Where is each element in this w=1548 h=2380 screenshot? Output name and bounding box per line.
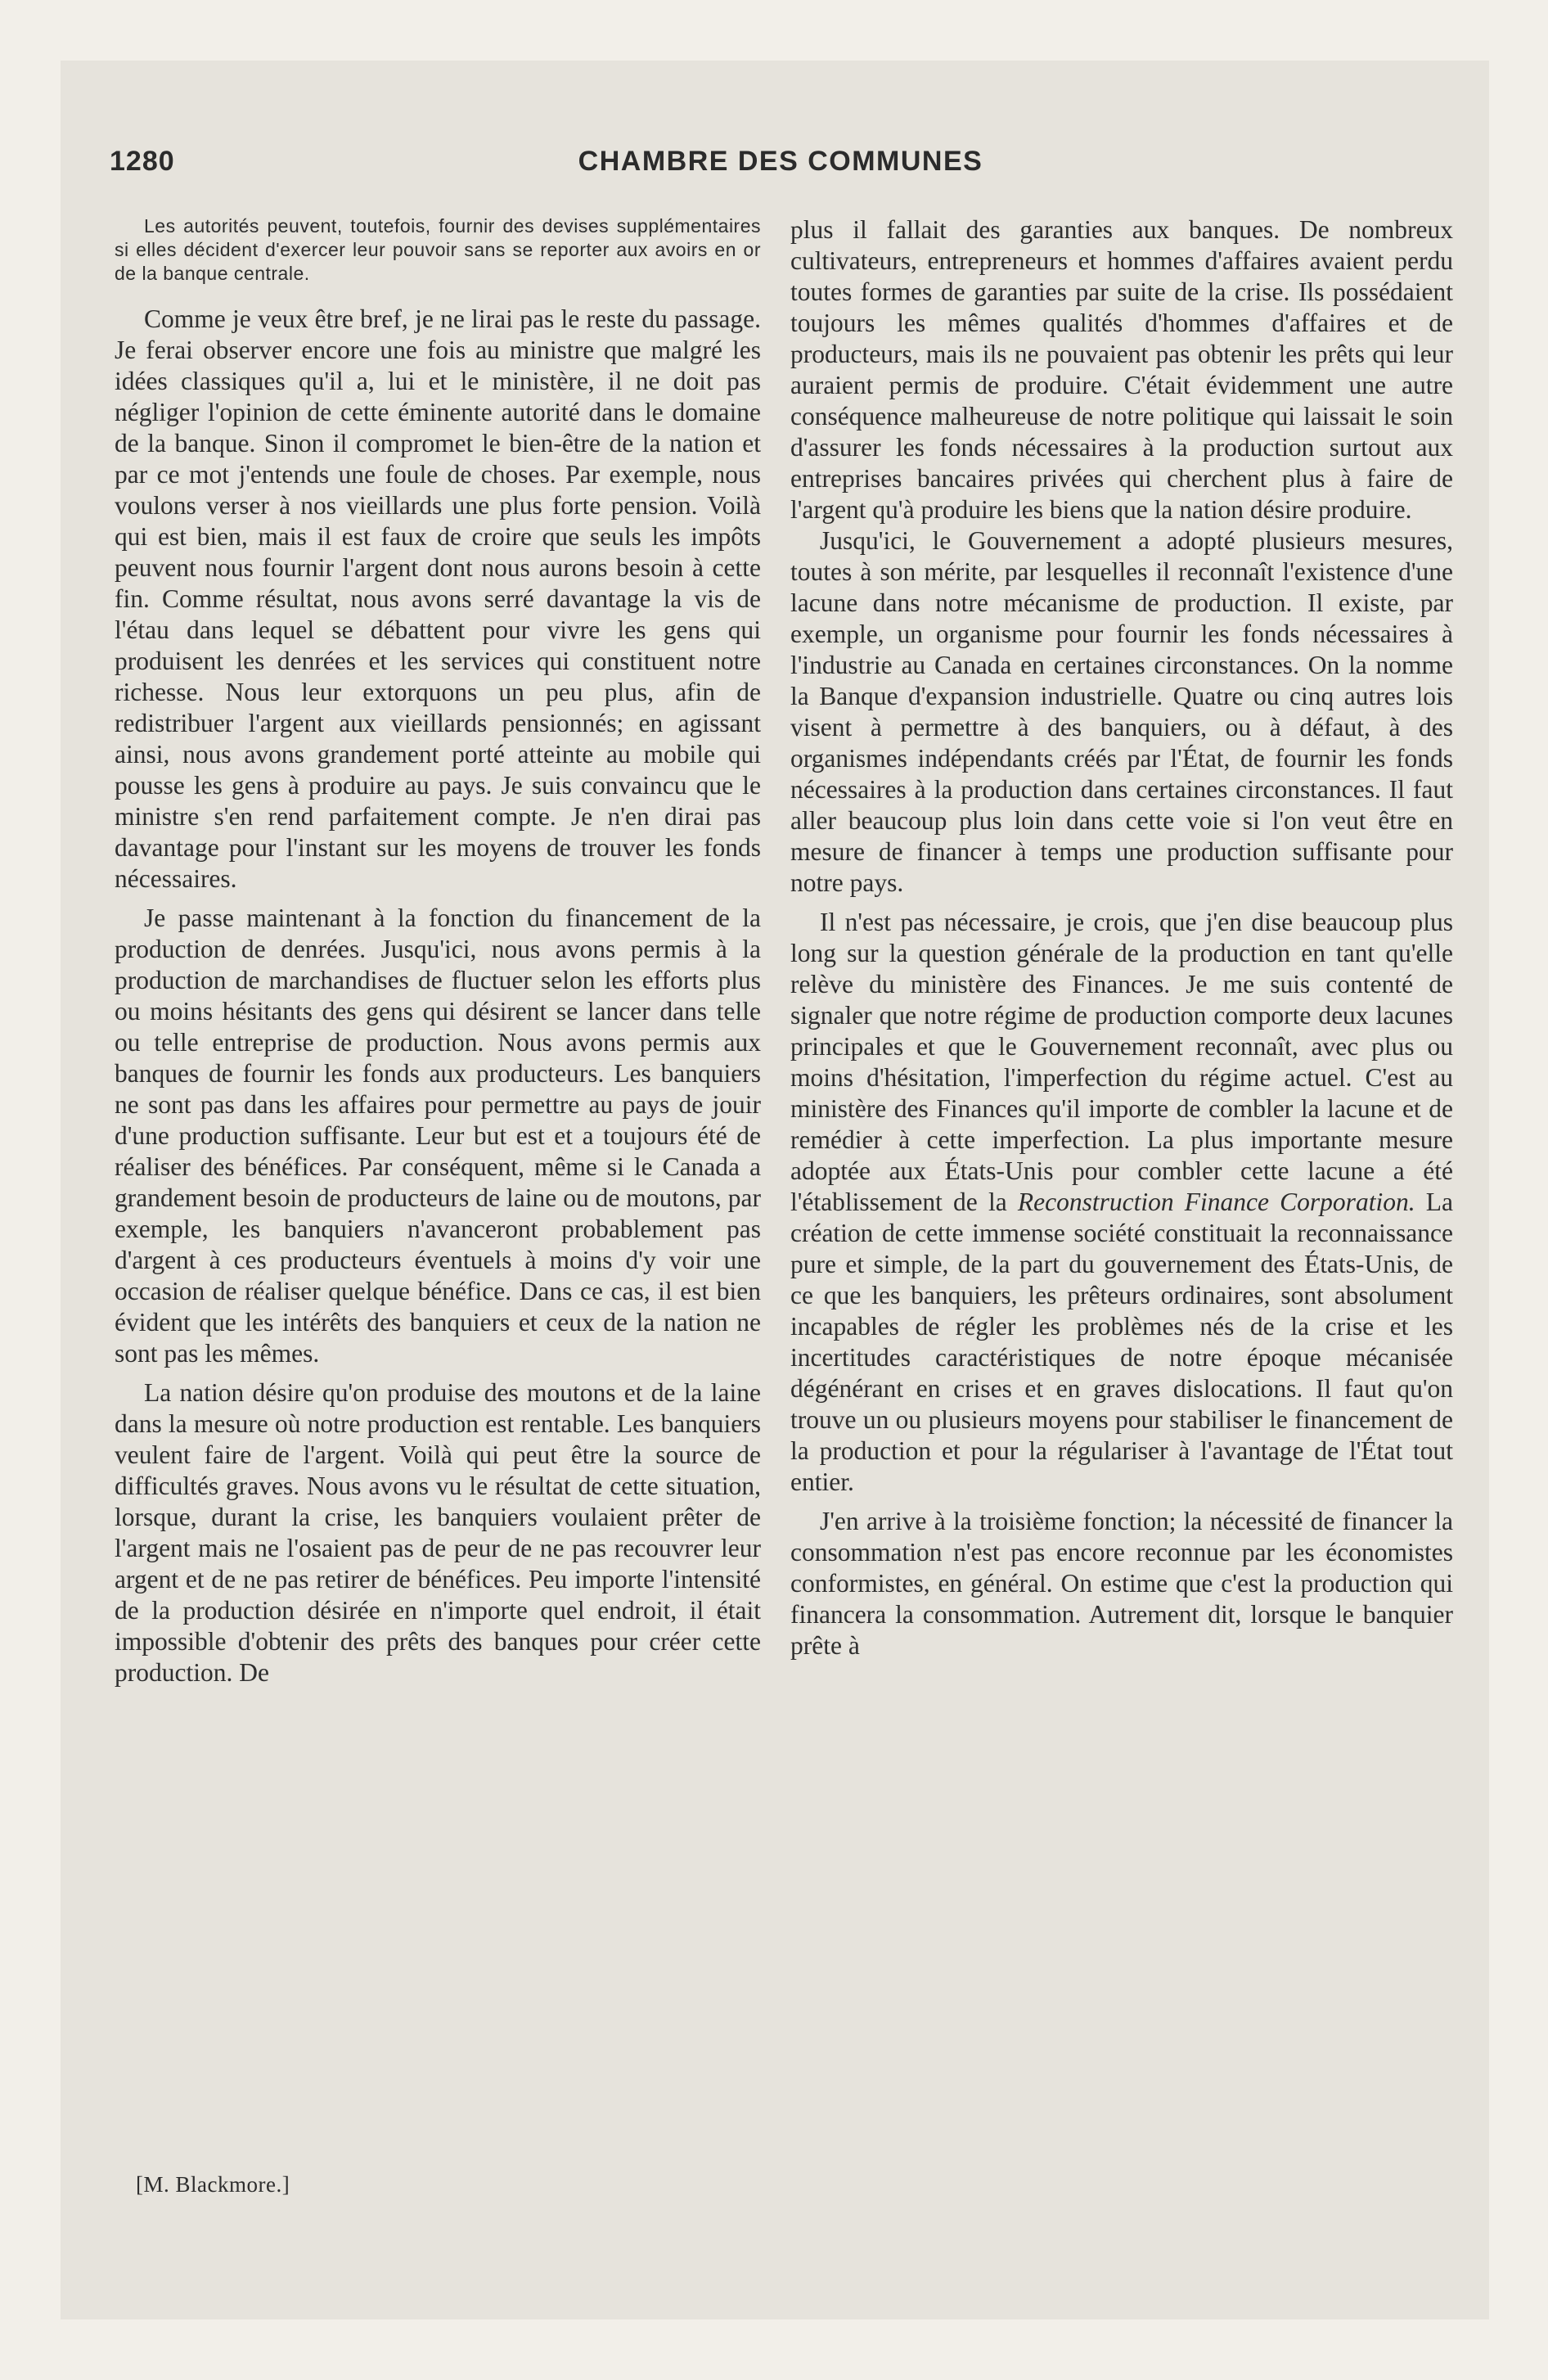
page-header <box>110 146 1451 187</box>
paragraph <box>790 907 1453 1498</box>
paragraph: Je passe maintenant à la fonction du financement de la production de denrées. Jusqu'ici, nous avons permis à la production de marchandises de fluctuer selon les efforts plus ou moins hésitants des gens qui désirent se lancer dans telle ou telle entreprise de production. Nous avons permis aux banques de fournir les fonds aux producteurs. Les banquiers ne sont pas dans les affaires pour permettre au pays de jouir d'une production suffisante. Leur but est et a toujours été de réaliser des bénéfices. Par conséquent, même si le Canada a grandement besoin de producteurs de laine ou de moutons, par exemple, les banquiers n'avanceront probablement pas d'argent à ces producteurs éventuels à moins d'y voir une occasion de réaliser quelque bénéfice. Dans ce cas, il est bien évident que les intérêts des banquiers et ceux de la nation ne sont pas les mêmes. <box>115 904 761 1368</box>
speaker-footnote: [M. Blackmore.] <box>136 2172 290 2197</box>
paragraph-text: Il n'est pas nécessaire, je crois, que j'en dise beaucoup plus long sur la question générale de la production en tant qu'elle relève du ministère des Finances. Je me suis contenté de signaler que notre régime de production comporte deux lacunes principales et que le Gouvernement reconnaît, avec plus ou moins d'hésitation, l'imperfection du régime actuel. C'est au ministère des Finances qu'il importe de combler la lacune et de remédier à cette imperfection. La plus importante mesure adoptée aux États-Unis pour combler cette lacune a été l'établissement de la <box>790 908 1453 1216</box>
paragraph: La nation désire qu'on produise des moutons et de la laine dans la mesure où notre production est rentable. Les banquiers veulent faire de l'argent. Voilà qui peut être la source de difficultés graves. Nous avons vu le résultat de cette situation, lorsque, durant la crise, les banquiers voulaient prêter de l'argent mais ne l'osaient pas de peur de ne pas recouvrer leur argent et de ne pas retirer de bénéfices. Peu importe l'intensité de la production désirée en n'importe quel endroit, il était impossible d'obtenir des prêts des banques pour créer cette production. De <box>115 1378 761 1687</box>
right-column <box>790 214 1453 1661</box>
page-title: CHAMBRE DES COMMUNES <box>578 146 983 177</box>
paragraph: Comme je veux être bref, je ne lirai pas le reste du passage. Je ferai observer encore une fois au ministre que malgré les idées classiques qu'il a, lui et le ministère, il ne doit pas négliger l'opinion de cette éminente autorité dans le domaine de la banque. Sinon il compromet le bien-être de la nation et par ce mot j'entends une foule de choses. Par exemple, nous voulons verser à nos vieillards une plus forte pension. Voilà qui est bien, mais il est faux de croire que seuls les impôts peuvent nous fournir l'argent dont nous aurons besoin à cette fin. Comme résultat, nous avons serré davantage la vis de l'étau dans lequel se débattent pour vivre les gens qui produisent les denrées et les services qui constituent notre richesse. Nous leur extorquons un peu plus, afin de redistribuer l'argent aux vieillards pensionnés; en agissant ainsi, nous avons grandement porté atteinte au mobile qui pousse les gens à produire au pays. Je suis convaincu que le ministre s'en rend parfaitement compte. Je n'en dirai pas davantage pour l'instant sur les moyens de trouver les fonds nécessaires. <box>115 304 761 893</box>
paragraph-text: La création de cette immense société constituait la reconnaissance pure et simple, de la part du gouvernement des États-Unis, de ce que les banquiers, les prêteurs ordinaires, sont absolument incapables de régler les problèmes nés de la crise et les incertitudes caractéristiques de notre époque mécanisée dégénérant en crises et en graves dislocations. Il faut qu'on trouve un ou plusieurs moyens pour stabiliser le financement de la production et pour la régulariser à l'avantage de l'État tout entier. <box>790 1188 1453 1496</box>
paragraph: J'en arrive à la troisième fonction; la nécessité de financer la consommation n'est pas encore reconnue par les économistes conformistes, en général. On estime que c'est la production qui financera la consommation. Autrement dit, lorsque le banquier prête à <box>790 1507 1453 1660</box>
italic-name: Reconstruction Finance Corporation. <box>1017 1188 1415 1216</box>
left-column <box>115 214 761 1688</box>
paragraph: plus il fallait des garanties aux banques. De nombreux cultivateurs, entrepreneurs et hommes d'affaires avaient perdu toutes formes de garanties par suite de la crise. Ils possédaient toujours les mêmes qualités d'hommes d'affaires et de producteurs, mais ils ne pouvaient pas obtenir les prêts qui leur auraient permis de produire. C'était évidemment une autre conséquence malheureuse de notre politique qui laissait le soin d'assurer les fonds nécessaires à la production surtout aux entreprises bancaires privées qui cherchent plus à faire de l'argent qu'à produire les biens que la nation désire produire. <box>790 215 1453 524</box>
quoted-passage: Les autorités peuvent, toutefois, fournir des devises supplémentaires si elles décident d'exercer leur pouvoir sans se reporter aux avoirs en or de la banque centrale. <box>115 215 761 284</box>
page-number: 1280 <box>110 146 175 177</box>
paragraph: Jusqu'ici, le Gouvernement a adopté plusieurs mesures, toutes à son mérite, par lesquelles il reconnaît l'existence d'une lacune dans notre mécanisme de production. Il existe, par exemple, un organisme pour fournir les fonds nécessaires à l'industrie au Canada en certaines circonstances. On la nomme la Banque d'expansion industrielle. Quatre ou cinq autres lois visent à permettre à des banquiers, ou à défaut, à des organismes indépendants créés par l'État, de fournir les fonds nécessaires à la production dans certaines circonstances. Il faut aller beaucoup plus loin dans cette voie si l'on veut être en mesure de financer à temps une production suffisante pour notre pays. <box>790 526 1453 897</box>
